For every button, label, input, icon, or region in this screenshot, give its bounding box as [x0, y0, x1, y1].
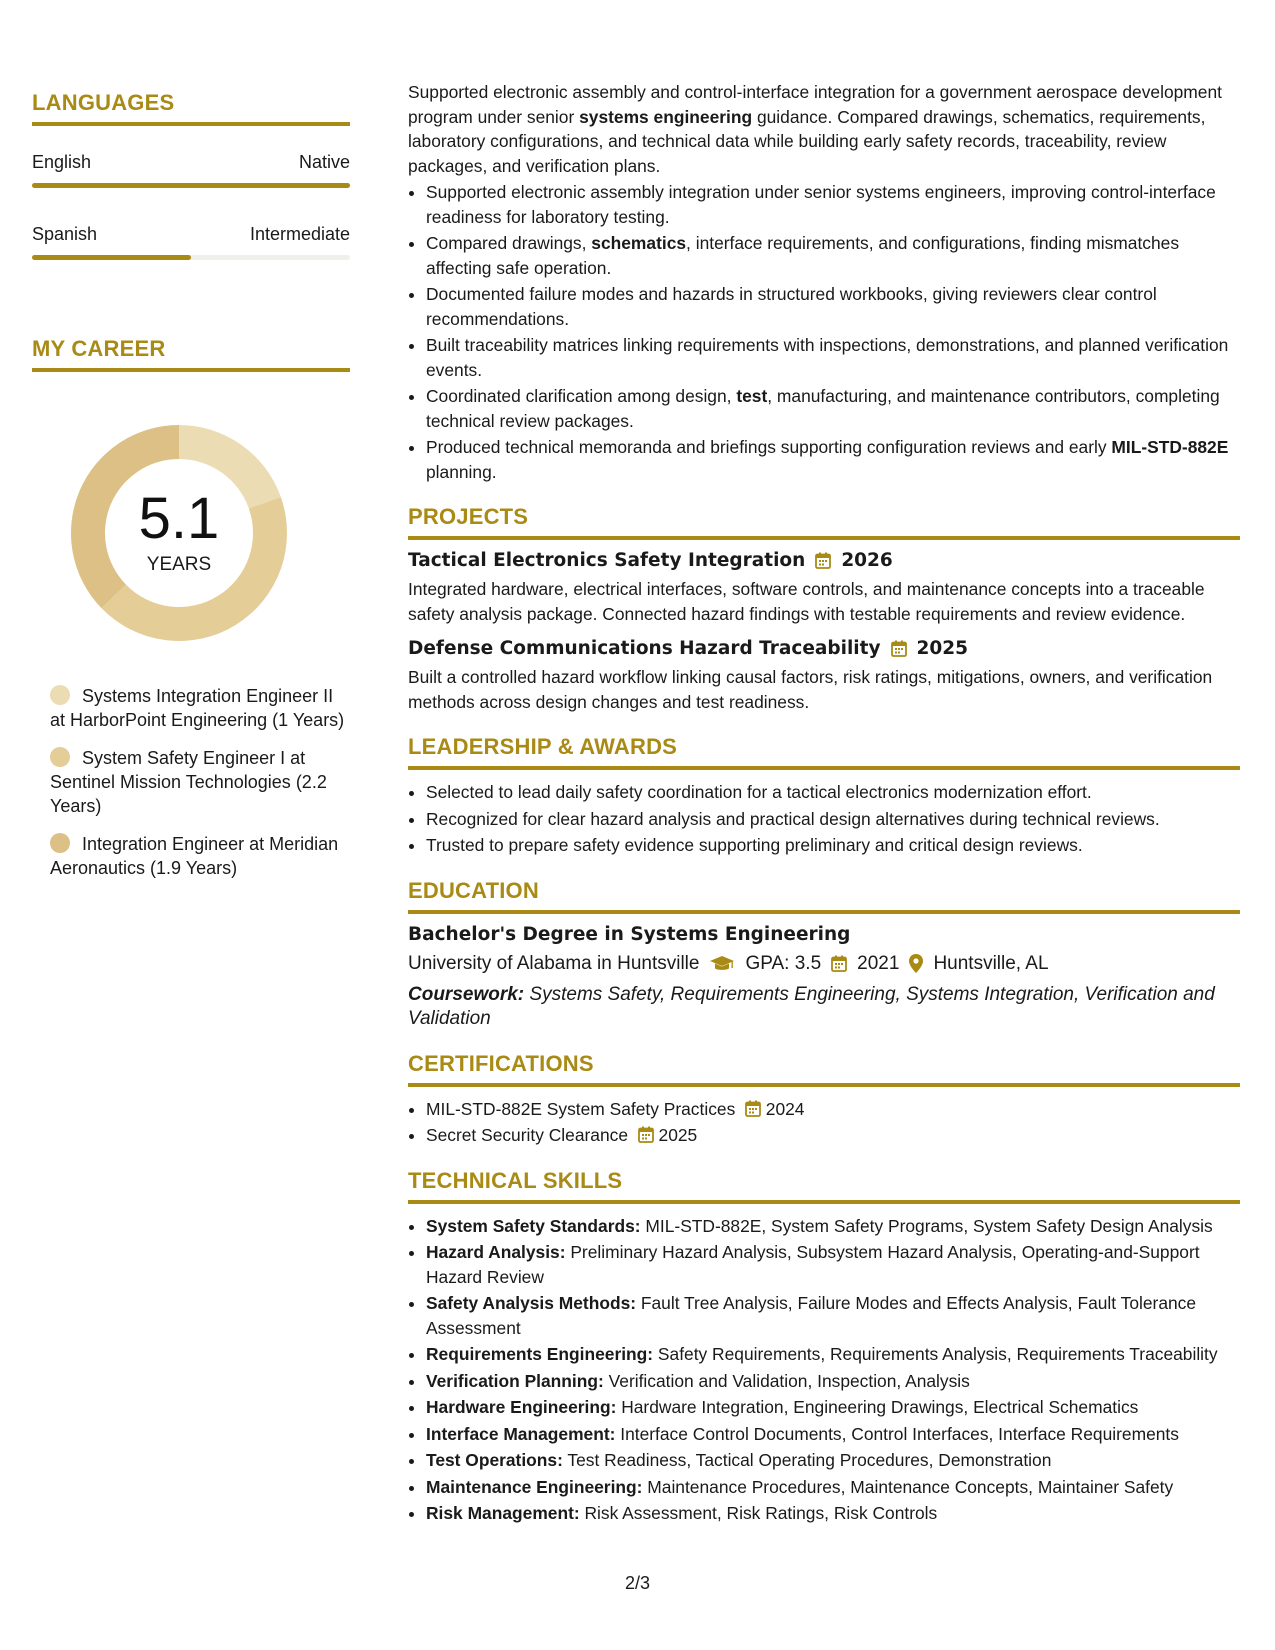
graduation-cap-icon [709, 955, 735, 973]
career-legend-item [50, 746, 350, 818]
legend-dot [50, 685, 70, 705]
calendar-icon [891, 640, 907, 657]
education-gpa: GPA: 3.5 [745, 952, 822, 974]
career-donut-chart [64, 418, 294, 648]
skill-label: Maintenance Engineering: [426, 1476, 643, 1497]
bullet-bold: test [736, 386, 768, 406]
skill-item [426, 1369, 1240, 1394]
education-coursework [408, 983, 1240, 1031]
experience-bullet: • Built traceability matrices linking requirements with inspections, demonstrations, and planned verification events. [426, 333, 1240, 382]
bullet-text: planning. [426, 461, 497, 482]
bullet-text: Compared drawings, [426, 233, 592, 253]
skill-label: Risk Management: [426, 1503, 580, 1523]
calendar-icon [638, 1126, 654, 1143]
skill-value: Verification and Validation, Inspection, Analysis [603, 1370, 970, 1391]
bullet-text: Coordinated clarification among design, [426, 386, 737, 406]
project-item [408, 638, 1240, 714]
location-pin-icon [909, 954, 923, 973]
skill-label: Interface Management: [426, 1423, 616, 1444]
skill-value: MIL-STD-882E, System Safety Programs, System Safety Design Analysis [640, 1215, 1213, 1236]
language-item [32, 224, 350, 260]
skill-value: Fault Tree Analysis, Failure Modes and Effects Analysis, Fault Tolerance Assessment [426, 1293, 1197, 1338]
skill-label: Hardware Engineering: [426, 1397, 617, 1417]
bullet-bold: MIL-STD-882E [1111, 437, 1229, 457]
languages-title: LANGUAGES [32, 90, 350, 126]
experience-bullet [426, 231, 1240, 280]
project-item [408, 550, 1240, 626]
language-name: Spanish [32, 224, 98, 244]
skill-item [426, 1448, 1240, 1473]
certification-year: 2024 [765, 1098, 805, 1119]
skill-item [426, 1240, 1240, 1289]
calendar-icon [745, 1100, 761, 1117]
education-details [408, 953, 1240, 975]
legend-dot [50, 833, 70, 853]
skill-item [426, 1342, 1240, 1367]
language-proficiency-fill [32, 183, 350, 188]
skill-value: Safety Requirements, Requirements Analysis, Requirements Traceability [653, 1344, 1218, 1364]
skills-title: TECHNICAL SKILLS [408, 1168, 1240, 1204]
language-name: English [32, 152, 92, 172]
leadership-item: • Recognized for clear hazard analysis and practical design alternatives during technical reviews. [426, 807, 1240, 832]
skill-label: Test Operations: [426, 1450, 563, 1470]
summary-bold: systems engineering [579, 106, 753, 127]
skill-item [426, 1501, 1240, 1526]
leadership-item: • Selected to lead daily safety coordination for a tactical electronics modernization effort. [426, 780, 1240, 805]
project-description: Integrated hardware, electrical interfaces, software controls, and maintenance concepts into a traceable safety analysis package. Connected hazard findings with testable requirements and review evidence. [408, 579, 1205, 624]
projects-title: PROJECTS [408, 504, 1240, 540]
project-name: Defense Communications Hazard Traceability [408, 638, 881, 659]
skills-section [408, 1168, 1240, 1526]
language-proficiency-bar [32, 183, 350, 188]
experience-bullets [408, 180, 1240, 484]
skill-value: Risk Assessment, Risk Ratings, Risk Controls [579, 1503, 938, 1523]
certification-item [426, 1123, 1240, 1148]
sidebar [32, 90, 350, 894]
language-proficiency-bar [32, 255, 350, 260]
education-year: 2021 [857, 952, 900, 974]
certification-name: Secret Security Clearance [426, 1125, 629, 1145]
project-name: Tactical Electronics Safety Integration [408, 550, 806, 571]
skill-item [426, 1475, 1240, 1500]
career-legend-label: System Safety Engineer I at Sentinel Mission Technologies (2.2 Years) [50, 748, 327, 816]
skill-item [426, 1422, 1240, 1447]
career-total-unit: YEARS [146, 554, 212, 575]
language-level: Native [298, 152, 350, 172]
bullet-text: , interface requirements, and configurations, finding mismatches affecting safe operation. [426, 233, 1180, 278]
language-level: Intermediate [249, 224, 350, 244]
language-proficiency-fill [32, 255, 191, 260]
skill-value: Preliminary Hazard Analysis, Subsystem Hazard Analysis, Operating-and-Support Hazard Review [426, 1242, 1200, 1287]
skill-value: Interface Control Documents, Control Interfaces, Interface Requirements [615, 1423, 1179, 1444]
education-school: University of Alabama in Huntsville [408, 952, 700, 974]
career-legend [32, 684, 350, 880]
experience-bullet [426, 435, 1240, 484]
certifications-section [408, 1051, 1240, 1148]
skill-label: System Safety Standards: [426, 1215, 641, 1236]
projects-section [408, 504, 1240, 714]
experience-bullet: • Documented failure modes and hazards in structured workbooks, giving reviewers clear control recommendations. [426, 282, 1240, 331]
experience-bullet [426, 384, 1240, 433]
career-legend-label: Systems Integration Engineer II at HarborPoint Engineering (1 Years) [50, 686, 345, 730]
experience-bullet: • Supported electronic assembly integration under senior systems engineers, improving control-interface readiness for laboratory testing. [426, 180, 1240, 229]
skill-label: Hazard Analysis: [426, 1242, 566, 1262]
project-year: 2025 [916, 638, 969, 659]
education-section [408, 878, 1240, 1031]
career-title: MY CAREER [32, 336, 350, 372]
coursework-label: Coursework: [408, 983, 525, 1005]
bullet-text: , manufacturing, and maintenance contributors, completing technical review packages. [426, 386, 1220, 431]
legend-dot [50, 747, 70, 767]
calendar-icon [815, 552, 831, 569]
certifications-title: CERTIFICATIONS [408, 1051, 1240, 1087]
career-legend-item [50, 832, 350, 880]
skill-item [426, 1214, 1240, 1239]
education-degree: Bachelor's Degree in Systems Engineering [408, 923, 851, 945]
page-number: 2/3 [624, 1573, 651, 1593]
project-year: 2026 [841, 550, 893, 571]
coursework-text: Systems Safety, Requirements Engineering, Systems Integration, Verification and Validation [408, 983, 1215, 1029]
skill-label: Verification Planning: [426, 1370, 604, 1391]
education-location: Huntsville, AL [933, 952, 1049, 974]
skill-value: Test Readiness, Tactical Operating Procedures, Demonstration [562, 1450, 1052, 1470]
skill-value: Hardware Integration, Engineering Drawings, Electrical Schematics [616, 1397, 1139, 1417]
education-title: EDUCATION [408, 878, 1240, 914]
certification-item [426, 1097, 1240, 1122]
bullet-bold: schematics [591, 233, 687, 253]
leadership-title: LEADERSHIP & AWARDS [408, 734, 1240, 770]
calendar-icon [831, 955, 847, 972]
project-description: Built a controlled hazard workflow linking causal factors, risk ratings, mitigations, owners, and verification methods across design changes and test readiness. [408, 667, 1213, 712]
skill-item [426, 1291, 1240, 1340]
experience-summary [408, 80, 1240, 178]
career-legend-label: Integration Engineer at Meridian Aeronautics (1.9 Years) [50, 834, 339, 878]
career-total-years: 5.1 [138, 486, 220, 551]
skill-item [426, 1395, 1240, 1420]
summary-text: Supported electronic assembly and control-interface integration for a government aerospace development program under senior [408, 82, 1222, 127]
certification-year: 2025 [658, 1125, 698, 1145]
bullet-text: Produced technical memoranda and briefings supporting configuration reviews and early [426, 437, 1112, 457]
leadership-section [408, 734, 1240, 858]
summary-text: guidance. Compared drawings, schematics, requirements, laboratory configurations, and technical data while building early safety records, traceability, review packages, and verification plans. [408, 106, 1206, 176]
skill-value: Maintenance Procedures, Maintenance Concepts, Maintainer Safety [642, 1476, 1174, 1497]
career-legend-item [50, 684, 350, 732]
leadership-item: • Trusted to prepare safety evidence supporting preliminary and critical design reviews. [426, 833, 1240, 858]
certification-name: MIL-STD-882E System Safety Practices [426, 1098, 736, 1119]
language-item [32, 152, 350, 188]
main-content [408, 80, 1240, 1528]
skill-label: Requirements Engineering: [426, 1344, 654, 1364]
skill-label: Safety Analysis Methods: [426, 1293, 637, 1313]
